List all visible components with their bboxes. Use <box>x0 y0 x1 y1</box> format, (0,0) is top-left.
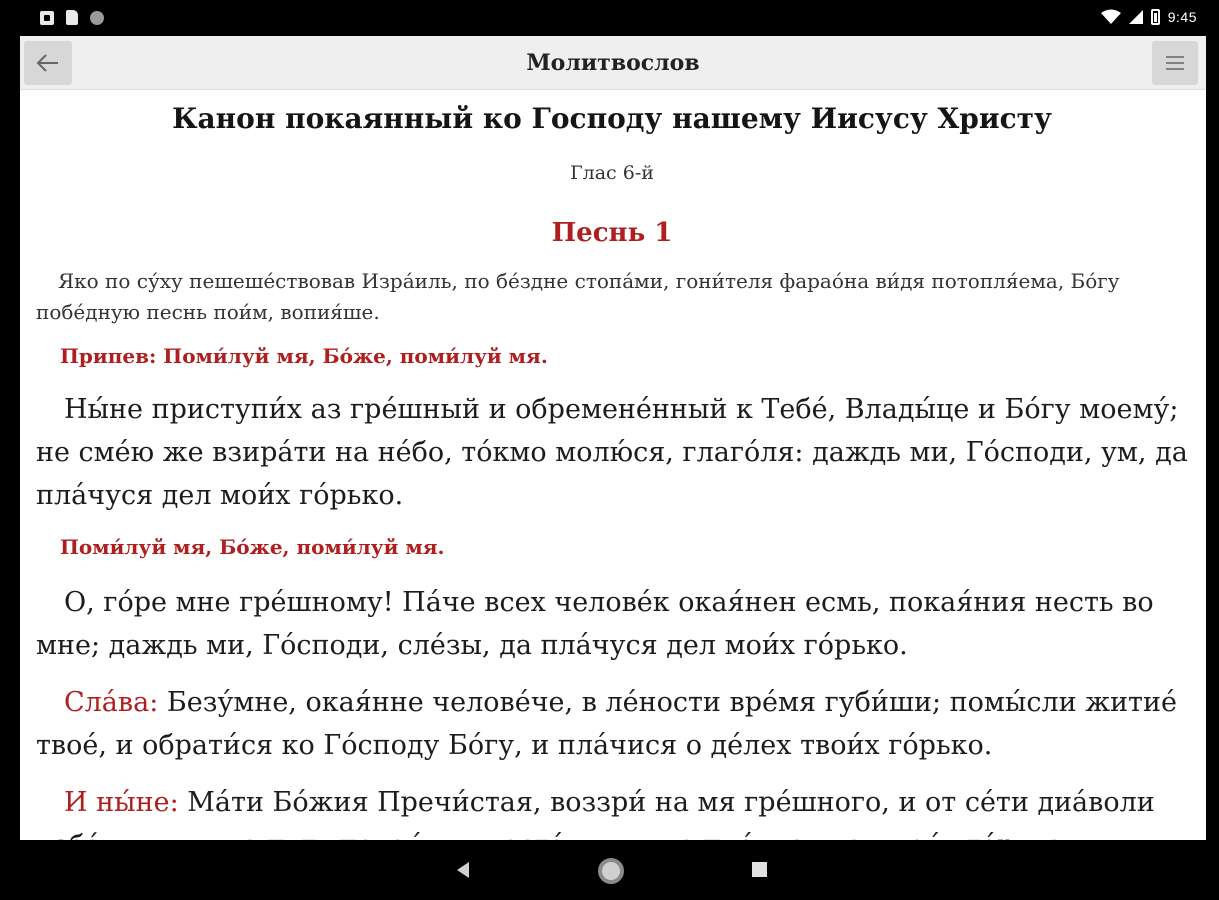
prayer-content[interactable] <box>36 90 1188 867</box>
hamburger-menu-icon <box>1165 55 1185 71</box>
notification-square-icon <box>40 11 54 25</box>
status-left-icons <box>40 10 104 25</box>
toolbar-title: Молитвослов <box>526 50 700 76</box>
tone-label: Глас 6-й <box>570 162 654 184</box>
status-right-icons <box>1101 9 1197 25</box>
clock: 9:45 <box>1167 9 1197 25</box>
canon-title: Канон покаянный ко Господу нашему Иисусу Христу <box>172 102 1052 135</box>
recents-square-icon[interactable] <box>752 862 767 877</box>
refrain: Поми́луй мя, Бо́же, поми́луй мя. <box>60 535 445 559</box>
navigation-bar <box>0 840 1219 900</box>
i-nyne-text: Ма́ти Бо́жия Пречи́стая, воззри́ на мя гре́шного, и от се́ти диа́воли <box>187 787 1155 818</box>
slava-text: Безу́мне, окая́нне челове́че, в ле́ности вре́мя губи́ши; помы́сли житие́ твое́, и обрати́ся ко Го́споду Бо́гу, и пла́чися о де́лех твои́х го́рько. <box>36 687 1177 761</box>
sd-card-icon <box>66 10 78 25</box>
app-screen <box>20 36 1206 840</box>
slava-label: Сла́ва: <box>64 687 159 718</box>
back-triangle-icon[interactable] <box>452 858 476 882</box>
home-circle-icon[interactable] <box>598 858 624 884</box>
toolbar <box>20 36 1206 90</box>
status-bar <box>0 0 1219 36</box>
troparion-1: Ны́не приступи́х аз гре́шный и обремене́нный к Тебе́, Влады́це и Бо́гу моему́; не сме́ю же взира́ти на не́бо, то́кмо молю́ся, глаго́ля: даждь ми, Го́споди, ум, да пла́чуся дел мои́х го́рько. <box>36 394 1188 511</box>
irmos-text: Яко по су́ху пешеше́ствовав Изра́иль, по бе́здне стопа́ми, гони́теля фарао́на ви́дя потопля́ема, Бо́гу побе́дную песнь пои́м, вопия́ше. <box>36 269 1120 324</box>
sync-dot-icon <box>90 11 104 25</box>
refrain-intro: Припев: Поми́луй мя, Бо́же, поми́луй мя. <box>60 344 548 368</box>
wifi-icon <box>1101 9 1121 25</box>
signal-icon <box>1129 10 1143 24</box>
troparion-2: О, го́ре мне гре́шному! Па́че всех челове́к окая́нен есмь, покая́ния несть во мне; даждь ми, Го́споди, сле́зы, да пла́чуся дел мои́х го́рько. <box>36 587 1154 661</box>
menu-button[interactable] <box>1152 41 1198 85</box>
back-button[interactable] <box>24 41 72 85</box>
arrow-left-icon <box>36 53 60 73</box>
slava-paragraph <box>36 681 1188 767</box>
i-nyne-label: И ны́не: <box>64 787 179 818</box>
battery-icon <box>1151 9 1160 25</box>
ode-heading: Песнь 1 <box>551 218 673 248</box>
